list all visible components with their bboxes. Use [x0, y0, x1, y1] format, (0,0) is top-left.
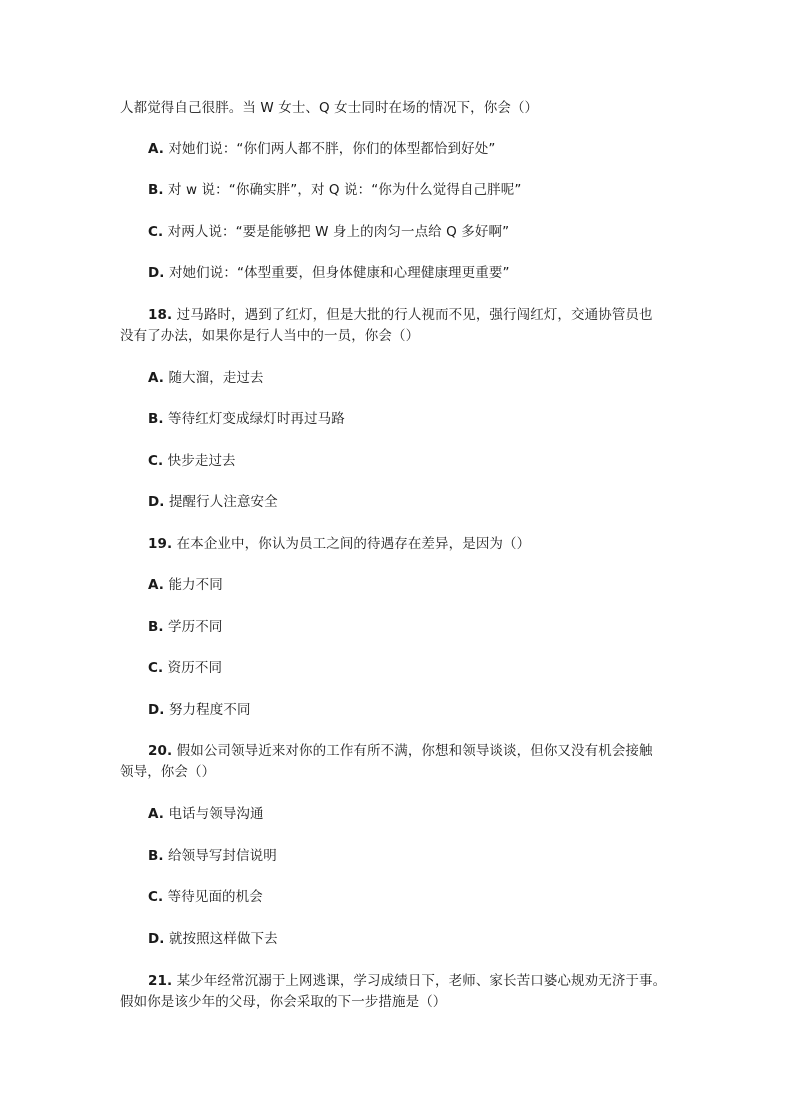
q17-option-c: [148, 221, 509, 243]
option-text: 等待见面的机会: [167, 889, 263, 905]
option-letter: B.: [148, 619, 164, 635]
option-letter: D.: [148, 702, 165, 718]
q18-option-b: [148, 408, 345, 430]
question-text: 过马路时，遇到了红灯，但是大批的行人视而不见，强行闯红灯，交通协管员也: [176, 307, 653, 323]
question-number: 19.: [148, 536, 173, 552]
question-number: 18.: [148, 307, 173, 323]
option-text: 给领导写封信说明: [168, 848, 277, 864]
option-letter: D.: [148, 931, 165, 947]
q20-stem-line-2: 领导，你会（）: [120, 764, 216, 780]
option-letter: A.: [148, 141, 165, 157]
q19-option-b: [148, 616, 222, 638]
question-text: 在本企业中，你认为员工之间的待遇存在差异，是因为（）: [176, 536, 531, 552]
option-letter: C.: [148, 453, 164, 469]
option-text: 等待红灯变成绿灯时再过马路: [168, 411, 345, 427]
q19-stem-line-1: [148, 533, 530, 555]
q21-stem-line-1: [148, 970, 666, 992]
option-letter: D.: [148, 265, 165, 281]
q18-option-a: [148, 367, 264, 389]
q17-option-a: [148, 138, 495, 160]
option-letter: B.: [148, 411, 164, 427]
option-letter: B.: [148, 182, 164, 198]
q19-option-a: [148, 574, 223, 596]
option-text: 对两人说：“要是能够把 W 身上的肉匀一点给 Q 多好啊”: [167, 224, 510, 240]
q20-stem-line-1: [148, 740, 653, 762]
q18-stem-line-2: 没有了办法，如果你是行人当中的一员，你会（）: [120, 328, 420, 344]
option-letter: C.: [148, 660, 164, 676]
q21-stem-line-2: 假如你是该少年的父母，你会采取的下一步措施是（）: [120, 994, 447, 1010]
q18-stem-line-1: [148, 304, 653, 326]
option-letter: B.: [148, 848, 164, 864]
option-letter: A.: [148, 806, 165, 822]
q17-option-d: [148, 262, 510, 284]
option-text: 对 w 说：“你确实胖”，对 Q 说：“你为什么觉得自己胖呢”: [168, 182, 522, 198]
option-text: 快步走过去: [167, 453, 236, 469]
option-letter: C.: [148, 889, 164, 905]
option-letter: C.: [148, 224, 164, 240]
q20-option-b: [148, 845, 277, 867]
question-text: 假如公司领导近来对你的工作有所不满，你想和领导谈谈，但你又没有机会接触: [176, 743, 653, 759]
option-text: 资历不同: [167, 660, 223, 676]
q19-option-d: [148, 699, 251, 721]
option-text: 学历不同: [168, 619, 223, 635]
question-number: 20.: [148, 743, 173, 759]
q18-option-d: [148, 491, 278, 513]
q19-option-c: [148, 657, 222, 679]
option-text: 电话与领导沟通: [168, 806, 264, 822]
option-letter: A.: [148, 370, 165, 386]
q18-option-c: [148, 450, 236, 472]
option-text: 能力不同: [168, 577, 223, 593]
question-text: 某少年经常沉溺于上网逃课，学习成绩日下，老师、家长苦口婆心规劝无济于事。: [176, 973, 667, 989]
option-text: 提醒行人注意安全: [168, 494, 278, 510]
q20-option-d: [148, 928, 278, 950]
option-text: 对她们说：“体型重要，但身体健康和心理健康理更重要”: [168, 265, 510, 281]
option-text: 努力程度不同: [168, 702, 251, 718]
q20-option-a: [148, 803, 264, 825]
q20-option-c: [148, 886, 263, 908]
option-letter: A.: [148, 577, 165, 593]
option-text: 对她们说：“你们两人都不胖，你们的体型都恰到好处”: [168, 141, 496, 157]
q17-option-b: [148, 179, 521, 201]
question-17-stem-continuation: 人都觉得自己很胖。当 W 女士、Q 女士同时在场的情况下，你会（）: [120, 100, 539, 116]
question-number: 21.: [148, 973, 173, 989]
option-text: 随大溜，走过去: [168, 370, 264, 386]
option-letter: D.: [148, 494, 165, 510]
option-text: 就按照这样做下去: [168, 931, 278, 947]
